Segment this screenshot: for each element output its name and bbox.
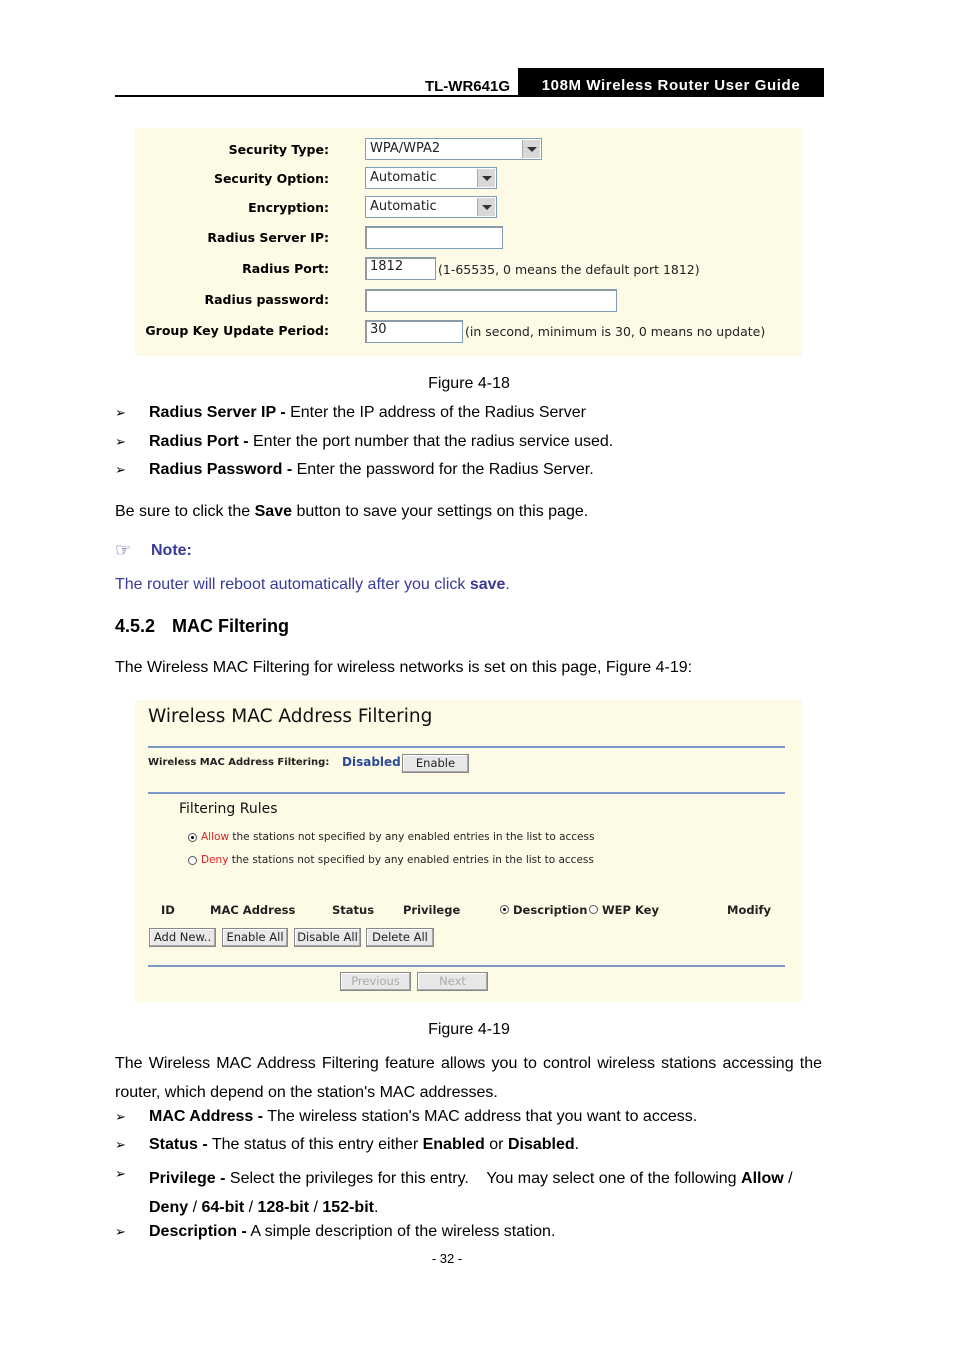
security-option-value: Automatic (370, 170, 437, 185)
bullet-radius-password (115, 460, 594, 480)
enable-all-button[interactable]: Enable All (222, 928, 288, 947)
bullet-mac-address: ➢ MAC Address - The wireless station's MAC address that you want to access. (115, 1108, 698, 1125)
divider (148, 792, 785, 794)
arrow-bullet-icon: ➢ (115, 462, 126, 477)
filtering-rules-title: Filtering Rules (179, 801, 278, 817)
dropdown-arrow-icon[interactable] (522, 140, 540, 158)
deny-rule-text: Deny the stations not specified by any enabled entries in the list to access (201, 854, 594, 866)
filter-status-value: Disabled (342, 755, 401, 769)
col-status: Status (332, 903, 375, 917)
term: Radius Server IP - (149, 404, 286, 421)
save-paragraph: Be sure to click the Save button to save your settings on this page. (115, 503, 589, 520)
bullet-privilege: ➢ Privilege - Select the privileges for this entry. You may select one of the following Allow / Deny / 64-bit / 128-bit / 152-bit. (115, 1166, 798, 1216)
header-rule (115, 95, 824, 97)
dropdown-arrow-icon[interactable] (477, 198, 495, 216)
filter-status-label: Wireless MAC Address Filtering: (148, 757, 330, 768)
delete-all-button[interactable]: Delete All (366, 928, 434, 947)
radius-port-input[interactable]: 1812 (365, 257, 436, 280)
definition: Enter the IP address of the Radius Server (285, 404, 586, 421)
feature-paragraph: The Wireless MAC Address Filtering feature allows you to control wireless stations accessing the router, which depend on the station's MAC addresses. (115, 1055, 822, 1101)
page-number: - 32 - (431, 1251, 463, 1266)
col-mac-address: MAC Address (210, 903, 296, 917)
group-key-label: Group Key Update Period: (145, 323, 329, 338)
arrow-bullet-icon: ➢ (115, 1137, 126, 1152)
arrow-bullet-icon: ➢ (115, 1224, 126, 1239)
bullet-radius-port (115, 432, 614, 452)
description-radio[interactable] (500, 905, 509, 914)
col-id: ID (161, 903, 175, 917)
pointing-hand-icon: ☞ (115, 540, 132, 560)
arrow-bullet-icon: ➢ (115, 434, 126, 449)
figure-4-18-caption: Figure 4-18 (428, 375, 510, 392)
arrow-bullet-icon: ➢ (115, 405, 126, 420)
arrow-bullet-icon: ➢ (115, 1109, 126, 1124)
dropdown-arrow-icon[interactable] (477, 169, 495, 187)
previous-button[interactable]: Previous (340, 972, 411, 991)
bullet-status: ➢ Status - The status of this entry either Enabled or Disabled. (115, 1136, 580, 1153)
arrow-bullet-icon: ➢ (115, 1166, 126, 1181)
note-text: The router will reboot automatically after you click save. (115, 576, 510, 593)
encryption-value: Automatic (370, 199, 437, 214)
section-heading (115, 616, 289, 637)
panel-title: Wireless MAC Address Filtering (148, 706, 433, 727)
group-key-input[interactable]: 30 (365, 320, 463, 343)
security-type-select[interactable] (365, 138, 542, 160)
security-type-label: Security Type: (228, 142, 329, 157)
encryption-label: Encryption: (248, 200, 329, 215)
radius-password-input[interactable] (365, 289, 617, 312)
disable-all-button[interactable]: Disable All (294, 928, 361, 947)
col-modify: Modify (727, 903, 772, 917)
figure-4-19-caption: Figure 4-19 (428, 1021, 510, 1038)
bullet-radius-server-ip (115, 403, 586, 423)
bullet-description: ➢ Description - A simple description of the wireless station. (115, 1223, 556, 1240)
note-heading: ☞ Note: (115, 540, 192, 560)
col-description: Description (513, 903, 588, 917)
next-button[interactable]: Next (417, 972, 488, 991)
col-privilege: Privilege (403, 903, 461, 917)
section-title: MAC Filtering (172, 616, 289, 636)
allow-rule-text: Allow the stations not specified by any enabled entries in the list to access (201, 831, 595, 843)
group-key-hint: (in second, minimum is 30, 0 means no update) (465, 324, 766, 339)
intro-paragraph: The Wireless MAC Filtering for wireless networks is set on this page, Figure 4-19: (115, 659, 693, 676)
header-guide-title: 108M Wireless Router User Guide (518, 68, 824, 97)
figure-4-18-panel (135, 128, 802, 356)
header-model: TL-WR641G (424, 78, 510, 95)
term: Radius Password - (149, 461, 293, 478)
col-wep-key: WEP Key (602, 903, 659, 917)
radius-ip-input[interactable] (365, 226, 503, 249)
enable-button[interactable]: Enable (402, 754, 469, 773)
definition: Enter the port number that the radius service used. (248, 433, 614, 450)
radius-password-label: Radius password: (204, 292, 329, 307)
encryption-select[interactable] (365, 196, 497, 218)
section-number: 4.5.2 (115, 616, 156, 636)
divider (148, 965, 785, 967)
definition: Enter the password for the Radius Server. (292, 461, 594, 478)
security-option-select[interactable] (365, 167, 497, 189)
allow-radio[interactable] (188, 833, 197, 842)
term: Radius Port - (149, 433, 249, 450)
wep-key-radio[interactable] (589, 905, 598, 914)
radius-port-label: Radius Port: (242, 261, 329, 276)
security-option-label: Security Option: (213, 171, 329, 186)
radius-port-hint: (1-65535, 0 means the default port 1812) (438, 262, 700, 277)
security-type-value: WPA/WPA2 (370, 141, 441, 156)
add-new-button[interactable]: Add New.. (149, 928, 216, 947)
deny-radio[interactable] (188, 856, 197, 865)
divider (148, 746, 785, 748)
radius-ip-label: Radius Server IP: (207, 230, 329, 245)
figure-4-19-panel (135, 700, 802, 1002)
